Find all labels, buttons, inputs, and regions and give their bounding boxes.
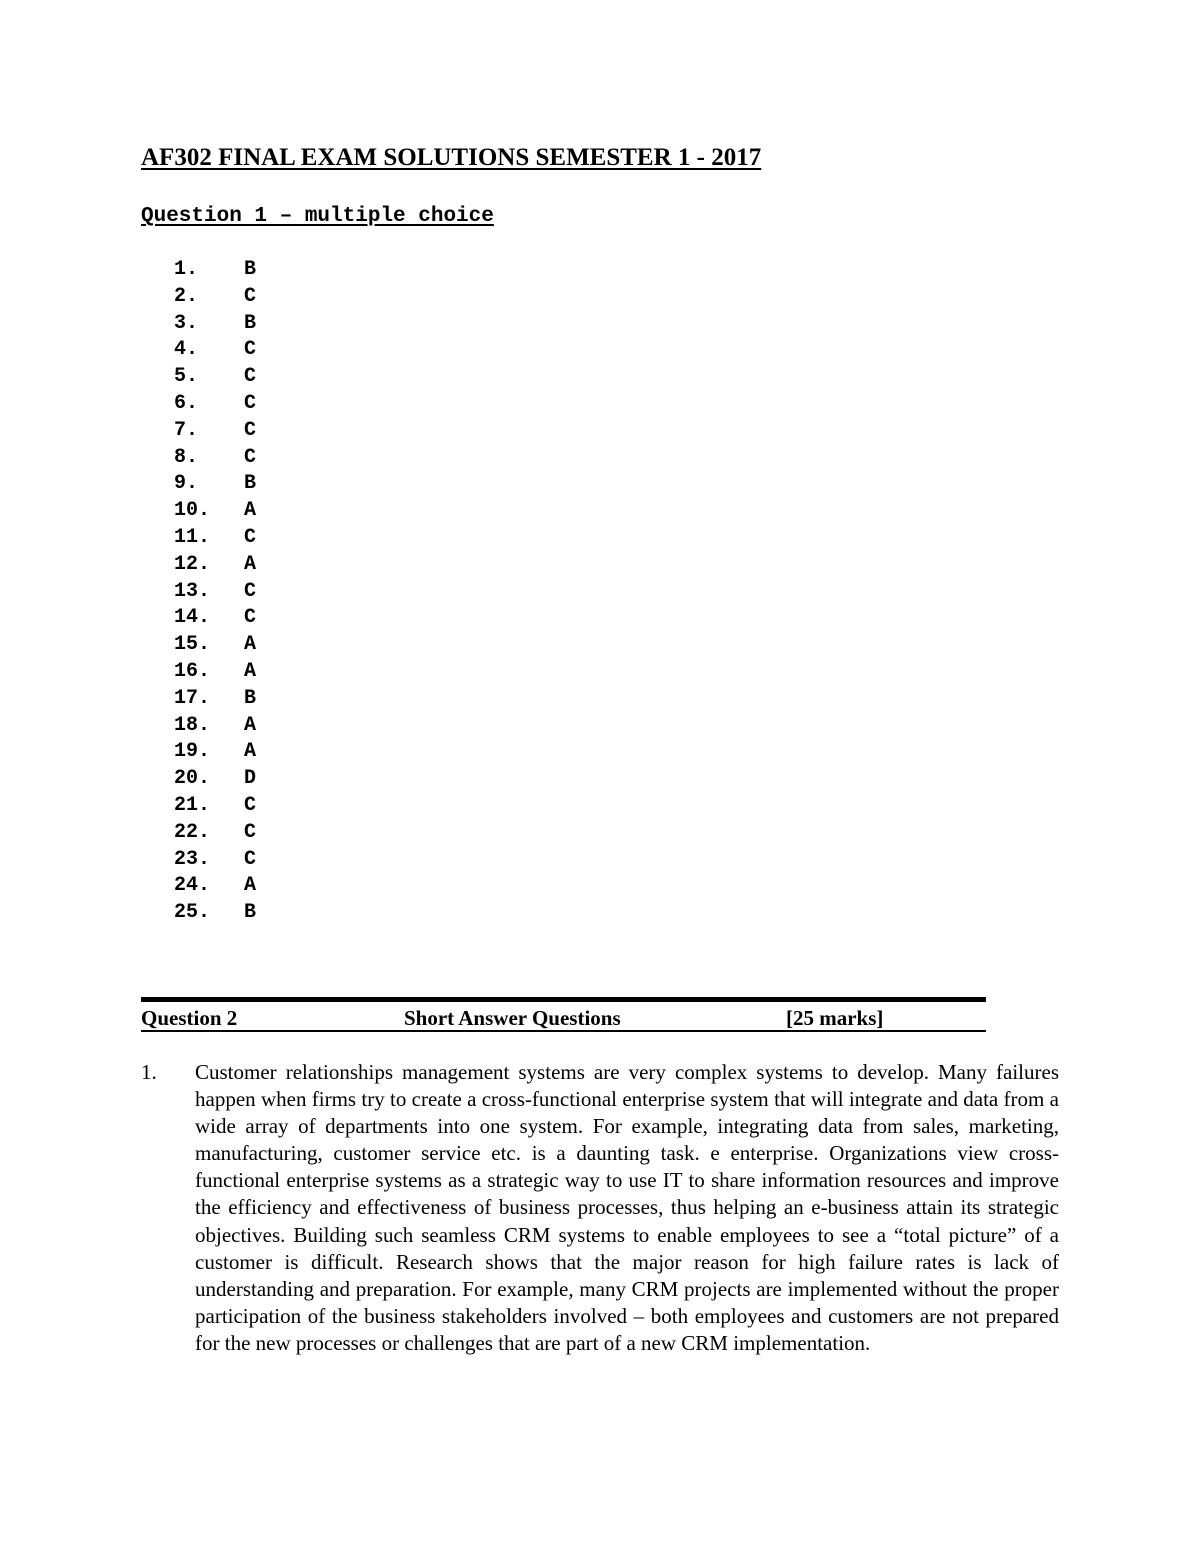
item-text: Customer relationships management systems are very complex systems to develop. Many failures happen when firms try to create a cross-functional enterprise system that will integrate and data from a wide array of departments into one system. For example, integrating data from sales, marketing, manufacturing, customer service etc. is a daunting task. e enterprise. Organizations view cross-functional enterprise systems as a strategic way to use IT to share information resources and improve the efficiency and effectiveness of business processes, thus helping an e-business attain its strategic objectives. Building such seamless CRM systems to enable employees to see a “total picture” of a customer is difficult. Research shows that the major reason for high failure rates is lack of understanding and preparation. For example, many CRM projects are implemented without the proper participation of the business stakeholders involved – both employees and customers are not prepared for the new processes or challenges that are part of a new CRM implementation. (195, 1060, 1059, 1355)
answer-row (174, 364, 256, 391)
answer-number: 13. (174, 579, 211, 603)
item-number: 1. (141, 1060, 157, 1084)
answer-number: 6. (174, 391, 199, 415)
answer-number: 14. (174, 606, 211, 630)
answer-number: 3. (174, 311, 199, 335)
answer-letter: A (244, 740, 257, 764)
answer-row (174, 579, 256, 606)
answer-number: 10. (174, 499, 211, 523)
answer-letter: C (244, 525, 257, 549)
answer-letter: A (244, 659, 257, 683)
answer-letter: C (244, 579, 257, 603)
answer-number: 1. (174, 258, 199, 281)
answer-row (174, 820, 256, 847)
answer-letter: B (244, 311, 257, 335)
answer-number: 23. (174, 847, 211, 871)
question-2-label: Question 2 (141, 1006, 238, 1030)
answer-number: 20. (174, 767, 211, 791)
answer-letter: C (244, 793, 257, 817)
answer-letter: A (244, 552, 257, 576)
answer-number: 12. (174, 552, 211, 576)
answer-letter: A (244, 874, 257, 898)
answer-row (174, 311, 256, 338)
answer-row (174, 739, 256, 766)
answer-number: 2. (174, 284, 199, 308)
answer-row (174, 659, 256, 686)
question-1-heading: Question 1 – multiple choice (141, 205, 494, 228)
answer-letter: A (244, 633, 257, 657)
answer-number: 18. (174, 713, 211, 737)
answer-row (174, 847, 256, 874)
answer-row (174, 498, 256, 525)
answer-number: 5. (174, 365, 199, 389)
answer-row (174, 471, 256, 498)
answer-number: 11. (174, 525, 211, 549)
header-underline (141, 1030, 986, 1032)
answer-number: 17. (174, 686, 211, 710)
answer-row (174, 337, 256, 364)
page-title: AF302 FINAL EXAM SOLUTIONS SEMESTER 1 - 2017 (141, 144, 762, 171)
question-2-header (141, 1006, 986, 1032)
answer-number: 19. (174, 740, 211, 764)
answer-number: 16. (174, 659, 211, 683)
answer-row (174, 257, 256, 284)
answer-letter: B (244, 686, 257, 710)
answer-row (174, 632, 256, 659)
answer-letter: C (244, 284, 257, 308)
answer-letter: C (244, 418, 257, 442)
answer-letter: C (244, 820, 257, 844)
answer-letter: A (244, 499, 257, 523)
answer-row (174, 605, 256, 632)
answer-number: 25. (174, 901, 211, 925)
answer-row (174, 900, 256, 927)
answer-letter: C (244, 338, 257, 362)
answer-row (174, 445, 256, 472)
answer-letter: C (244, 445, 257, 469)
answer-number: 8. (174, 445, 199, 469)
answer-letter: C (244, 847, 257, 871)
answer-number: 9. (174, 472, 199, 496)
question-2-type: Short Answer Questions (404, 1006, 621, 1030)
answer-letter: B (244, 258, 257, 281)
answer-number: 15. (174, 633, 211, 657)
answer-row (174, 525, 256, 552)
answer-number: 24. (174, 874, 211, 898)
answer-row (174, 766, 256, 793)
answer-letter: D (244, 767, 257, 791)
answer-number: 21. (174, 793, 211, 817)
answer-row (174, 873, 256, 900)
answer-row (174, 391, 256, 418)
answer-list (174, 257, 256, 927)
answer-number: 22. (174, 820, 211, 844)
answer-row (174, 713, 256, 740)
answer-row (174, 686, 256, 713)
answer-row (174, 418, 256, 445)
answer-letter: C (244, 606, 257, 630)
answer-letter: A (244, 713, 257, 737)
answer-letter: C (244, 365, 257, 389)
answer-letter: B (244, 901, 257, 925)
answer-row (174, 552, 256, 579)
question-2-marks: [25 marks] (786, 1006, 884, 1030)
answer-letter: C (244, 391, 257, 415)
answer-letter: B (244, 472, 257, 496)
section-divider (141, 997, 986, 1002)
answer-row (174, 793, 256, 820)
answer-number: 4. (174, 338, 199, 362)
answer-row (174, 284, 256, 311)
answer-number: 7. (174, 418, 199, 442)
